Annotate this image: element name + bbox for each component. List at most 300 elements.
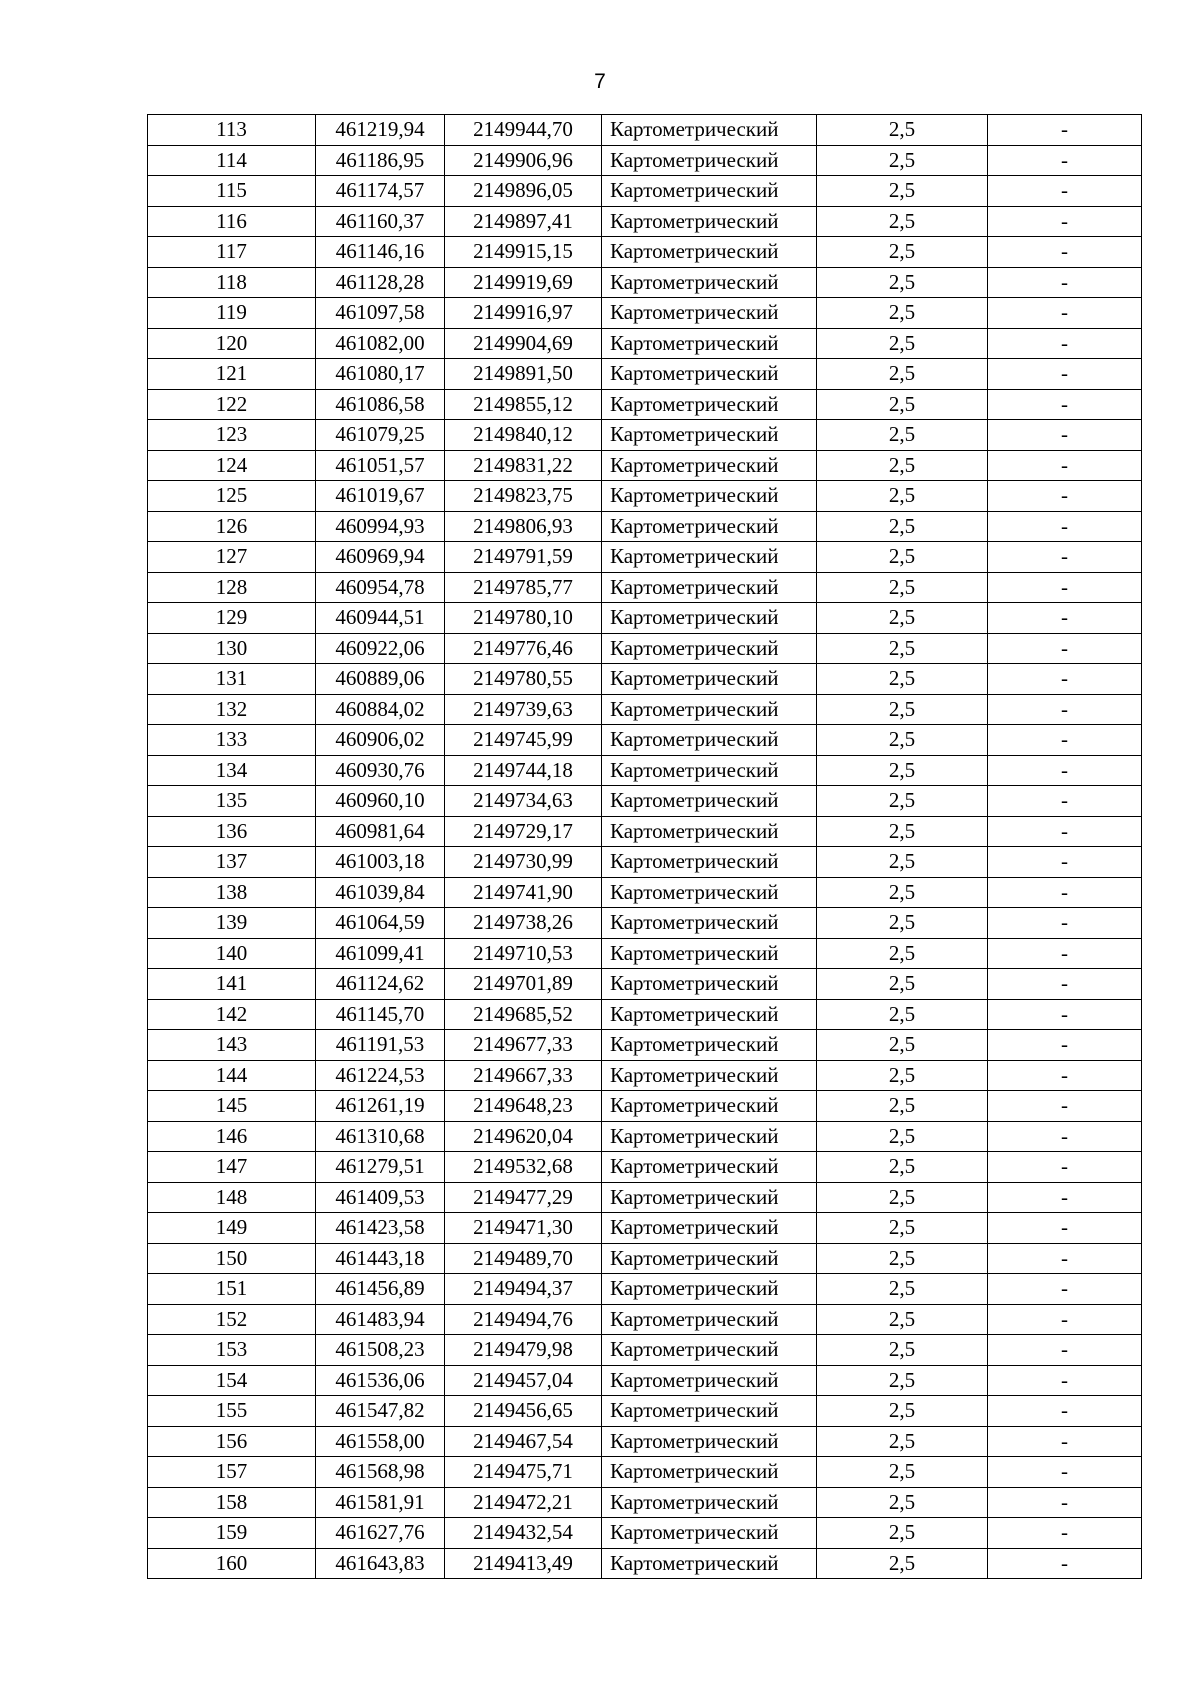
point-number-cell: 129: [148, 603, 316, 634]
method-cell: Картометрический: [602, 999, 817, 1030]
x-coordinate-cell: 460981,64: [316, 816, 445, 847]
description-cell: -: [988, 328, 1142, 359]
x-coordinate-cell: 461186,95: [316, 145, 445, 176]
table-row: [148, 1213, 1142, 1244]
accuracy-cell: 2,5: [817, 1335, 988, 1366]
y-coordinate-cell: 2149915,15: [445, 237, 602, 268]
accuracy-cell: 2,5: [817, 420, 988, 451]
y-coordinate-cell: 2149477,29: [445, 1182, 602, 1213]
y-coordinate-cell: 2149745,99: [445, 725, 602, 756]
point-number-cell: 134: [148, 755, 316, 786]
description-cell: -: [988, 1365, 1142, 1396]
y-coordinate-cell: 2149785,77: [445, 572, 602, 603]
accuracy-cell: 2,5: [817, 633, 988, 664]
accuracy-cell: 2,5: [817, 145, 988, 176]
method-cell: Картометрический: [602, 938, 817, 969]
y-coordinate-cell: 2149467,54: [445, 1426, 602, 1457]
point-number-cell: 143: [148, 1030, 316, 1061]
description-cell: -: [988, 1518, 1142, 1549]
y-coordinate-cell: 2149780,55: [445, 664, 602, 695]
y-coordinate-cell: 2149904,69: [445, 328, 602, 359]
y-coordinate-cell: 2149739,63: [445, 694, 602, 725]
accuracy-cell: 2,5: [817, 359, 988, 390]
x-coordinate-cell: 461097,58: [316, 298, 445, 329]
table-row: [148, 542, 1142, 573]
point-number-cell: 147: [148, 1152, 316, 1183]
accuracy-cell: 2,5: [817, 908, 988, 939]
x-coordinate-cell: 461039,84: [316, 877, 445, 908]
description-cell: -: [988, 1304, 1142, 1335]
y-coordinate-cell: 2149891,50: [445, 359, 602, 390]
accuracy-cell: 2,5: [817, 847, 988, 878]
method-cell: Картометрический: [602, 328, 817, 359]
point-number-cell: 126: [148, 511, 316, 542]
method-cell: Картометрический: [602, 359, 817, 390]
point-number-cell: 153: [148, 1335, 316, 1366]
y-coordinate-cell: 2149456,65: [445, 1396, 602, 1427]
table-row: [148, 1335, 1142, 1366]
table-row: [148, 1365, 1142, 1396]
accuracy-cell: 2,5: [817, 542, 988, 573]
point-number-cell: 135: [148, 786, 316, 817]
y-coordinate-cell: 2149919,69: [445, 267, 602, 298]
x-coordinate-cell: 461146,16: [316, 237, 445, 268]
method-cell: Картометрический: [602, 786, 817, 817]
accuracy-cell: 2,5: [817, 450, 988, 481]
description-cell: -: [988, 847, 1142, 878]
accuracy-cell: 2,5: [817, 511, 988, 542]
accuracy-cell: 2,5: [817, 725, 988, 756]
accuracy-cell: 2,5: [817, 1365, 988, 1396]
y-coordinate-cell: 2149710,53: [445, 938, 602, 969]
description-cell: -: [988, 786, 1142, 817]
accuracy-cell: 2,5: [817, 816, 988, 847]
x-coordinate-cell: 461456,89: [316, 1274, 445, 1305]
accuracy-cell: 2,5: [817, 237, 988, 268]
description-cell: -: [988, 999, 1142, 1030]
x-coordinate-cell: 460930,76: [316, 755, 445, 786]
table-row: [148, 1152, 1142, 1183]
point-number-cell: 115: [148, 176, 316, 207]
x-coordinate-cell: 460922,06: [316, 633, 445, 664]
y-coordinate-cell: 2149741,90: [445, 877, 602, 908]
description-cell: -: [988, 267, 1142, 298]
y-coordinate-cell: 2149479,98: [445, 1335, 602, 1366]
description-cell: -: [988, 298, 1142, 329]
description-cell: -: [988, 877, 1142, 908]
point-number-cell: 132: [148, 694, 316, 725]
y-coordinate-cell: 2149855,12: [445, 389, 602, 420]
method-cell: Картометрический: [602, 1518, 817, 1549]
method-cell: Картометрический: [602, 1060, 817, 1091]
table-row: [148, 328, 1142, 359]
x-coordinate-cell: 460994,93: [316, 511, 445, 542]
method-cell: Картометрический: [602, 877, 817, 908]
accuracy-cell: 2,5: [817, 267, 988, 298]
method-cell: Картометрический: [602, 298, 817, 329]
table-row: [148, 1457, 1142, 1488]
x-coordinate-cell: 461145,70: [316, 999, 445, 1030]
description-cell: -: [988, 1396, 1142, 1427]
accuracy-cell: 2,5: [817, 1152, 988, 1183]
description-cell: -: [988, 1457, 1142, 1488]
table-row: [148, 1121, 1142, 1152]
point-number-cell: 144: [148, 1060, 316, 1091]
table-row: [148, 359, 1142, 390]
x-coordinate-cell: 461443,18: [316, 1243, 445, 1274]
table-row: [148, 969, 1142, 1000]
accuracy-cell: 2,5: [817, 969, 988, 1000]
y-coordinate-cell: 2149413,49: [445, 1548, 602, 1579]
table-row: [148, 1396, 1142, 1427]
y-coordinate-cell: 2149823,75: [445, 481, 602, 512]
method-cell: Картометрический: [602, 572, 817, 603]
accuracy-cell: 2,5: [817, 664, 988, 695]
y-coordinate-cell: 2149729,17: [445, 816, 602, 847]
method-cell: Картометрический: [602, 664, 817, 695]
point-number-cell: 123: [148, 420, 316, 451]
description-cell: -: [988, 1487, 1142, 1518]
table-row: [148, 725, 1142, 756]
accuracy-cell: 2,5: [817, 938, 988, 969]
table-row: [148, 237, 1142, 268]
point-number-cell: 127: [148, 542, 316, 573]
point-number-cell: 157: [148, 1457, 316, 1488]
description-cell: -: [988, 511, 1142, 542]
method-cell: Картометрический: [602, 1396, 817, 1427]
table-row: [148, 450, 1142, 481]
x-coordinate-cell: 461051,57: [316, 450, 445, 481]
table-row: [148, 1487, 1142, 1518]
accuracy-cell: 2,5: [817, 1426, 988, 1457]
method-cell: Картометрический: [602, 1152, 817, 1183]
x-coordinate-cell: 461160,37: [316, 206, 445, 237]
y-coordinate-cell: 2149738,26: [445, 908, 602, 939]
method-cell: Картометрический: [602, 694, 817, 725]
point-number-cell: 141: [148, 969, 316, 1000]
description-cell: -: [988, 176, 1142, 207]
table-row: [148, 877, 1142, 908]
y-coordinate-cell: 2149532,68: [445, 1152, 602, 1183]
x-coordinate-cell: 461261,19: [316, 1091, 445, 1122]
table-row: [148, 176, 1142, 207]
accuracy-cell: 2,5: [817, 1548, 988, 1579]
table-row: [148, 1091, 1142, 1122]
x-coordinate-cell: 461423,58: [316, 1213, 445, 1244]
accuracy-cell: 2,5: [817, 786, 988, 817]
point-number-cell: 116: [148, 206, 316, 237]
accuracy-cell: 2,5: [817, 1518, 988, 1549]
x-coordinate-cell: 461310,68: [316, 1121, 445, 1152]
method-cell: Картометрический: [602, 1365, 817, 1396]
point-number-cell: 158: [148, 1487, 316, 1518]
method-cell: Картометрический: [602, 542, 817, 573]
y-coordinate-cell: 2149489,70: [445, 1243, 602, 1274]
table-row: [148, 1182, 1142, 1213]
y-coordinate-cell: 2149475,71: [445, 1457, 602, 1488]
table-row: [148, 115, 1142, 146]
method-cell: Картометрический: [602, 481, 817, 512]
point-number-cell: 128: [148, 572, 316, 603]
point-number-cell: 120: [148, 328, 316, 359]
point-number-cell: 138: [148, 877, 316, 908]
y-coordinate-cell: 2149685,52: [445, 999, 602, 1030]
point-number-cell: 137: [148, 847, 316, 878]
table-row: [148, 786, 1142, 817]
table-row: [148, 999, 1142, 1030]
x-coordinate-cell: 460960,10: [316, 786, 445, 817]
method-cell: Картометрический: [602, 1030, 817, 1061]
y-coordinate-cell: 2149432,54: [445, 1518, 602, 1549]
x-coordinate-cell: 460889,06: [316, 664, 445, 695]
y-coordinate-cell: 2149916,97: [445, 298, 602, 329]
method-cell: Картометрический: [602, 420, 817, 451]
point-number-cell: 121: [148, 359, 316, 390]
accuracy-cell: 2,5: [817, 999, 988, 1030]
method-cell: Картометрический: [602, 847, 817, 878]
table-row: [148, 938, 1142, 969]
method-cell: Картометрический: [602, 389, 817, 420]
table-row: [148, 1304, 1142, 1335]
method-cell: Картометрический: [602, 176, 817, 207]
x-coordinate-cell: 461080,17: [316, 359, 445, 390]
y-coordinate-cell: 2149457,04: [445, 1365, 602, 1396]
description-cell: -: [988, 1274, 1142, 1305]
y-coordinate-cell: 2149648,23: [445, 1091, 602, 1122]
point-number-cell: 151: [148, 1274, 316, 1305]
description-cell: -: [988, 908, 1142, 939]
accuracy-cell: 2,5: [817, 206, 988, 237]
point-number-cell: 139: [148, 908, 316, 939]
description-cell: -: [988, 694, 1142, 725]
method-cell: Картометрический: [602, 145, 817, 176]
coordinates-table: [147, 114, 1142, 1579]
method-cell: Картометрический: [602, 267, 817, 298]
table-row: [148, 1243, 1142, 1274]
description-cell: -: [988, 1152, 1142, 1183]
point-number-cell: 125: [148, 481, 316, 512]
accuracy-cell: 2,5: [817, 1243, 988, 1274]
x-coordinate-cell: 461643,83: [316, 1548, 445, 1579]
x-coordinate-cell: 461086,58: [316, 389, 445, 420]
description-cell: -: [988, 1426, 1142, 1457]
point-number-cell: 155: [148, 1396, 316, 1427]
y-coordinate-cell: 2149494,76: [445, 1304, 602, 1335]
x-coordinate-cell: 460944,51: [316, 603, 445, 634]
accuracy-cell: 2,5: [817, 1487, 988, 1518]
method-cell: Картометрический: [602, 1274, 817, 1305]
method-cell: Картометрический: [602, 908, 817, 939]
point-number-cell: 124: [148, 450, 316, 481]
x-coordinate-cell: 461508,23: [316, 1335, 445, 1366]
description-cell: -: [988, 115, 1142, 146]
point-number-cell: 122: [148, 389, 316, 420]
point-number-cell: 142: [148, 999, 316, 1030]
accuracy-cell: 2,5: [817, 176, 988, 207]
point-number-cell: 114: [148, 145, 316, 176]
description-cell: -: [988, 572, 1142, 603]
y-coordinate-cell: 2149944,70: [445, 115, 602, 146]
description-cell: -: [988, 969, 1142, 1000]
accuracy-cell: 2,5: [817, 1396, 988, 1427]
method-cell: Картометрический: [602, 755, 817, 786]
page-number: 7: [594, 70, 606, 93]
accuracy-cell: 2,5: [817, 1091, 988, 1122]
method-cell: Картометрический: [602, 1121, 817, 1152]
y-coordinate-cell: 2149831,22: [445, 450, 602, 481]
x-coordinate-cell: 460969,94: [316, 542, 445, 573]
accuracy-cell: 2,5: [817, 1213, 988, 1244]
table-row: [148, 511, 1142, 542]
description-cell: -: [988, 359, 1142, 390]
description-cell: -: [988, 816, 1142, 847]
method-cell: Картометрический: [602, 1426, 817, 1457]
accuracy-cell: 2,5: [817, 1121, 988, 1152]
method-cell: Картометрический: [602, 1304, 817, 1335]
description-cell: -: [988, 1091, 1142, 1122]
table-row: [148, 145, 1142, 176]
description-cell: -: [988, 755, 1142, 786]
point-number-cell: 130: [148, 633, 316, 664]
description-cell: -: [988, 938, 1142, 969]
point-number-cell: 152: [148, 1304, 316, 1335]
x-coordinate-cell: 460884,02: [316, 694, 445, 725]
point-number-cell: 117: [148, 237, 316, 268]
x-coordinate-cell: 461279,51: [316, 1152, 445, 1183]
point-number-cell: 149: [148, 1213, 316, 1244]
table-row: [148, 1426, 1142, 1457]
accuracy-cell: 2,5: [817, 694, 988, 725]
point-number-cell: 113: [148, 115, 316, 146]
table-row: [148, 633, 1142, 664]
table-row: [148, 1060, 1142, 1091]
point-number-cell: 145: [148, 1091, 316, 1122]
x-coordinate-cell: 461547,82: [316, 1396, 445, 1427]
point-number-cell: 146: [148, 1121, 316, 1152]
table-row: [148, 603, 1142, 634]
point-number-cell: 148: [148, 1182, 316, 1213]
table-row: [148, 572, 1142, 603]
x-coordinate-cell: 461082,00: [316, 328, 445, 359]
y-coordinate-cell: 2149730,99: [445, 847, 602, 878]
point-number-cell: 119: [148, 298, 316, 329]
y-coordinate-cell: 2149620,04: [445, 1121, 602, 1152]
y-coordinate-cell: 2149744,18: [445, 755, 602, 786]
coordinates-table-body: [148, 115, 1142, 1579]
description-cell: -: [988, 603, 1142, 634]
x-coordinate-cell: 461099,41: [316, 938, 445, 969]
method-cell: Картометрический: [602, 511, 817, 542]
accuracy-cell: 2,5: [817, 603, 988, 634]
x-coordinate-cell: 461581,91: [316, 1487, 445, 1518]
description-cell: -: [988, 450, 1142, 481]
x-coordinate-cell: 461019,67: [316, 481, 445, 512]
description-cell: -: [988, 1243, 1142, 1274]
x-coordinate-cell: 461224,53: [316, 1060, 445, 1091]
x-coordinate-cell: 461191,53: [316, 1030, 445, 1061]
description-cell: -: [988, 1213, 1142, 1244]
description-cell: -: [988, 1060, 1142, 1091]
method-cell: Картометрический: [602, 237, 817, 268]
table-row: [148, 206, 1142, 237]
method-cell: Картометрический: [602, 1457, 817, 1488]
y-coordinate-cell: 2149840,12: [445, 420, 602, 451]
accuracy-cell: 2,5: [817, 1060, 988, 1091]
description-cell: -: [988, 1548, 1142, 1579]
point-number-cell: 154: [148, 1365, 316, 1396]
y-coordinate-cell: 2149791,59: [445, 542, 602, 573]
x-coordinate-cell: 461124,62: [316, 969, 445, 1000]
x-coordinate-cell: 461409,53: [316, 1182, 445, 1213]
table-row: [148, 1518, 1142, 1549]
point-number-cell: 133: [148, 725, 316, 756]
y-coordinate-cell: 2149494,37: [445, 1274, 602, 1305]
accuracy-cell: 2,5: [817, 481, 988, 512]
table-row: [148, 664, 1142, 695]
description-cell: -: [988, 481, 1142, 512]
table-row: [148, 420, 1142, 451]
accuracy-cell: 2,5: [817, 1182, 988, 1213]
method-cell: Картометрический: [602, 1548, 817, 1579]
x-coordinate-cell: 461536,06: [316, 1365, 445, 1396]
x-coordinate-cell: 461079,25: [316, 420, 445, 451]
description-cell: -: [988, 145, 1142, 176]
accuracy-cell: 2,5: [817, 572, 988, 603]
accuracy-cell: 2,5: [817, 389, 988, 420]
x-coordinate-cell: 460906,02: [316, 725, 445, 756]
accuracy-cell: 2,5: [817, 1457, 988, 1488]
description-cell: -: [988, 664, 1142, 695]
description-cell: -: [988, 542, 1142, 573]
y-coordinate-cell: 2149806,93: [445, 511, 602, 542]
method-cell: Картометрический: [602, 1243, 817, 1274]
point-number-cell: 159: [148, 1518, 316, 1549]
y-coordinate-cell: 2149701,89: [445, 969, 602, 1000]
x-coordinate-cell: 461174,57: [316, 176, 445, 207]
x-coordinate-cell: 461558,00: [316, 1426, 445, 1457]
table-row: [148, 816, 1142, 847]
table-row: [148, 908, 1142, 939]
description-cell: -: [988, 725, 1142, 756]
y-coordinate-cell: 2149906,96: [445, 145, 602, 176]
accuracy-cell: 2,5: [817, 298, 988, 329]
description-cell: -: [988, 1030, 1142, 1061]
point-number-cell: 118: [148, 267, 316, 298]
y-coordinate-cell: 2149472,21: [445, 1487, 602, 1518]
table-row: [148, 389, 1142, 420]
x-coordinate-cell: 461568,98: [316, 1457, 445, 1488]
table-row: [148, 1548, 1142, 1579]
method-cell: Картометрический: [602, 1091, 817, 1122]
method-cell: Картометрический: [602, 633, 817, 664]
x-coordinate-cell: 460954,78: [316, 572, 445, 603]
description-cell: -: [988, 206, 1142, 237]
method-cell: Картометрический: [602, 206, 817, 237]
y-coordinate-cell: 2149734,63: [445, 786, 602, 817]
y-coordinate-cell: 2149667,33: [445, 1060, 602, 1091]
point-number-cell: 156: [148, 1426, 316, 1457]
accuracy-cell: 2,5: [817, 115, 988, 146]
method-cell: Картометрический: [602, 1213, 817, 1244]
x-coordinate-cell: 461128,28: [316, 267, 445, 298]
point-number-cell: 136: [148, 816, 316, 847]
method-cell: Картометрический: [602, 969, 817, 1000]
table-row: [148, 1274, 1142, 1305]
method-cell: Картометрический: [602, 1487, 817, 1518]
accuracy-cell: 2,5: [817, 877, 988, 908]
accuracy-cell: 2,5: [817, 328, 988, 359]
table-row: [148, 694, 1142, 725]
